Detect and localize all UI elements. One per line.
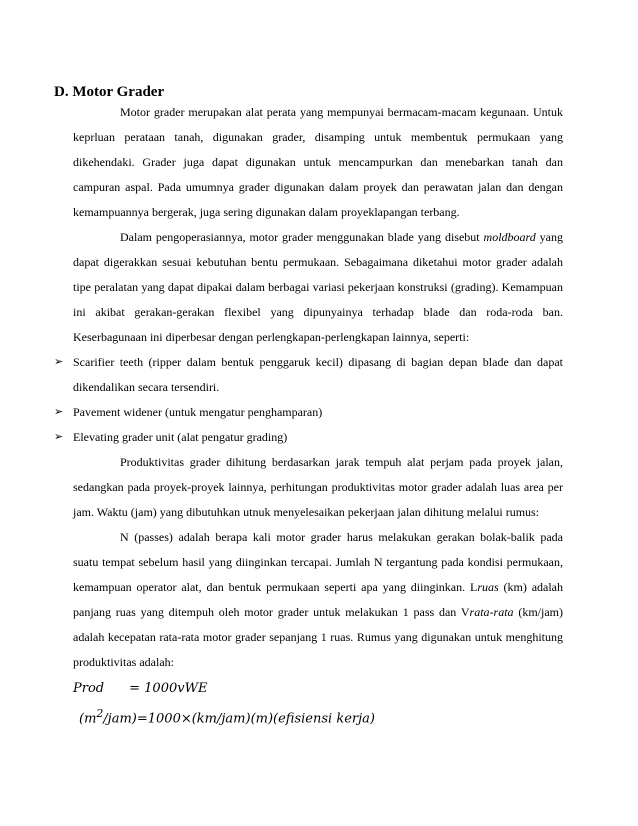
list-item xyxy=(54,350,563,400)
list-item-text: Scarifier teeth (ripper dalam bentuk penggaruk kecil) dipasang di bagian depan blade dan dapat dikendalikan secara tersendiri. xyxy=(73,355,563,394)
formula-rhs: = 1000vWE xyxy=(129,681,208,696)
formula-productivity xyxy=(73,676,563,701)
formula-units xyxy=(73,701,563,731)
paragraph-passes-text-b: (km) adalah panjang ruas yang ditempuh oleh motor grader untuk melakukan 1 pass dan V xyxy=(73,580,564,619)
subscript-ruas: ruas xyxy=(477,580,499,594)
paragraph-operation xyxy=(73,225,563,350)
arrow-bullet-icon: ➢ xyxy=(54,431,64,443)
list-item xyxy=(54,400,563,425)
list-item-text: Elevating grader unit (alat pengatur grading) xyxy=(73,430,288,444)
paragraph-passes xyxy=(73,525,563,675)
paragraph-productivity: Produktivitas grader dihitung berdasarkan jarak tempuh alat perjam pada proyek jalan, sedangkan pada proyek-proyek lainnya, perhitungan produktivitas motor grader adalah luas area per jam. Waktu (jam) yang dibutuhkan utnuk menyelesaikan pekerjaan jalan dihitung melalui rumus: xyxy=(73,455,563,519)
paragraph-passes-text-c: (km/jam) adalah kecepatan rata-rata motor grader sepanjang 1 ruas. Rumus yang digunakan untuk menghitung produktivitas adalah: xyxy=(73,605,563,669)
section-body xyxy=(54,100,564,731)
paragraph-passes-text-a: N (passes) adalah berapa kali motor grader harus melakukan gerakan bolak-balik pada suatu tempat sebelum hasil yang diinginkan tercapai. Jumlah N tergantung pada kondisi permukaan, kemampuan operator alat, dan bentuk permukaan seperti apa yang diinginkan. L xyxy=(73,530,563,594)
term-moldboard: moldboard xyxy=(483,230,536,244)
paragraph-operation-text-b: yang dapat digerakkan sesuai kebutuhan bentu permukaan. Sebagaimana diketahui motor grader adalah tipe peralatan yang dapat dipakai dalam berbagai variasi pekerjaan konstruksi (grading). Kemampuan ini akibat gerakan-gerakan flexibel yang dipunyainya terhadap blade dan roda-roda ban. Keserbagunaan ini diperbesar dengan perlengkapan-perlengkapan lainnya, seperti: xyxy=(73,230,564,344)
formula-units-a: (m xyxy=(79,711,97,727)
equipment-list xyxy=(54,350,563,450)
paragraph-intro: Motor grader merupakan alat perata yang mempunyai bermacam-macam kegunaan. Untuk keprluan perataan tanah, digunakan grader, disamping untuk membentuk permukaan yang dikehendaki. Grader juga dapat digunakan untuk mencampurkan dan menebarkan tanah dan campuran aspal. Pada umumnya grader digunakan dalam proyek dan perawatan jalan dan dengan kemampuannya bergerak, juga sering digunakan dalam proyeklapangan terbang. xyxy=(73,105,563,219)
list-item-text: Pavement widener (untuk mengatur penghamparan) xyxy=(73,405,323,419)
formula-lhs: Prod xyxy=(73,681,105,696)
subscript-rata-rata: rata-rata xyxy=(469,605,514,619)
list-item xyxy=(54,425,563,450)
arrow-bullet-icon: ➢ xyxy=(54,356,64,368)
formula-units-sup: 2 xyxy=(96,707,104,720)
paragraph-operation-text-a: Dalam pengoperasiannya, motor grader menggunakan blade yang disebut xyxy=(120,230,484,244)
arrow-bullet-icon: ➢ xyxy=(54,406,64,418)
section-heading: D. Motor Grader xyxy=(54,84,165,100)
formula-units-b: /jam)=1000×(km/jam)(m)(efisiensi kerja) xyxy=(103,711,375,727)
